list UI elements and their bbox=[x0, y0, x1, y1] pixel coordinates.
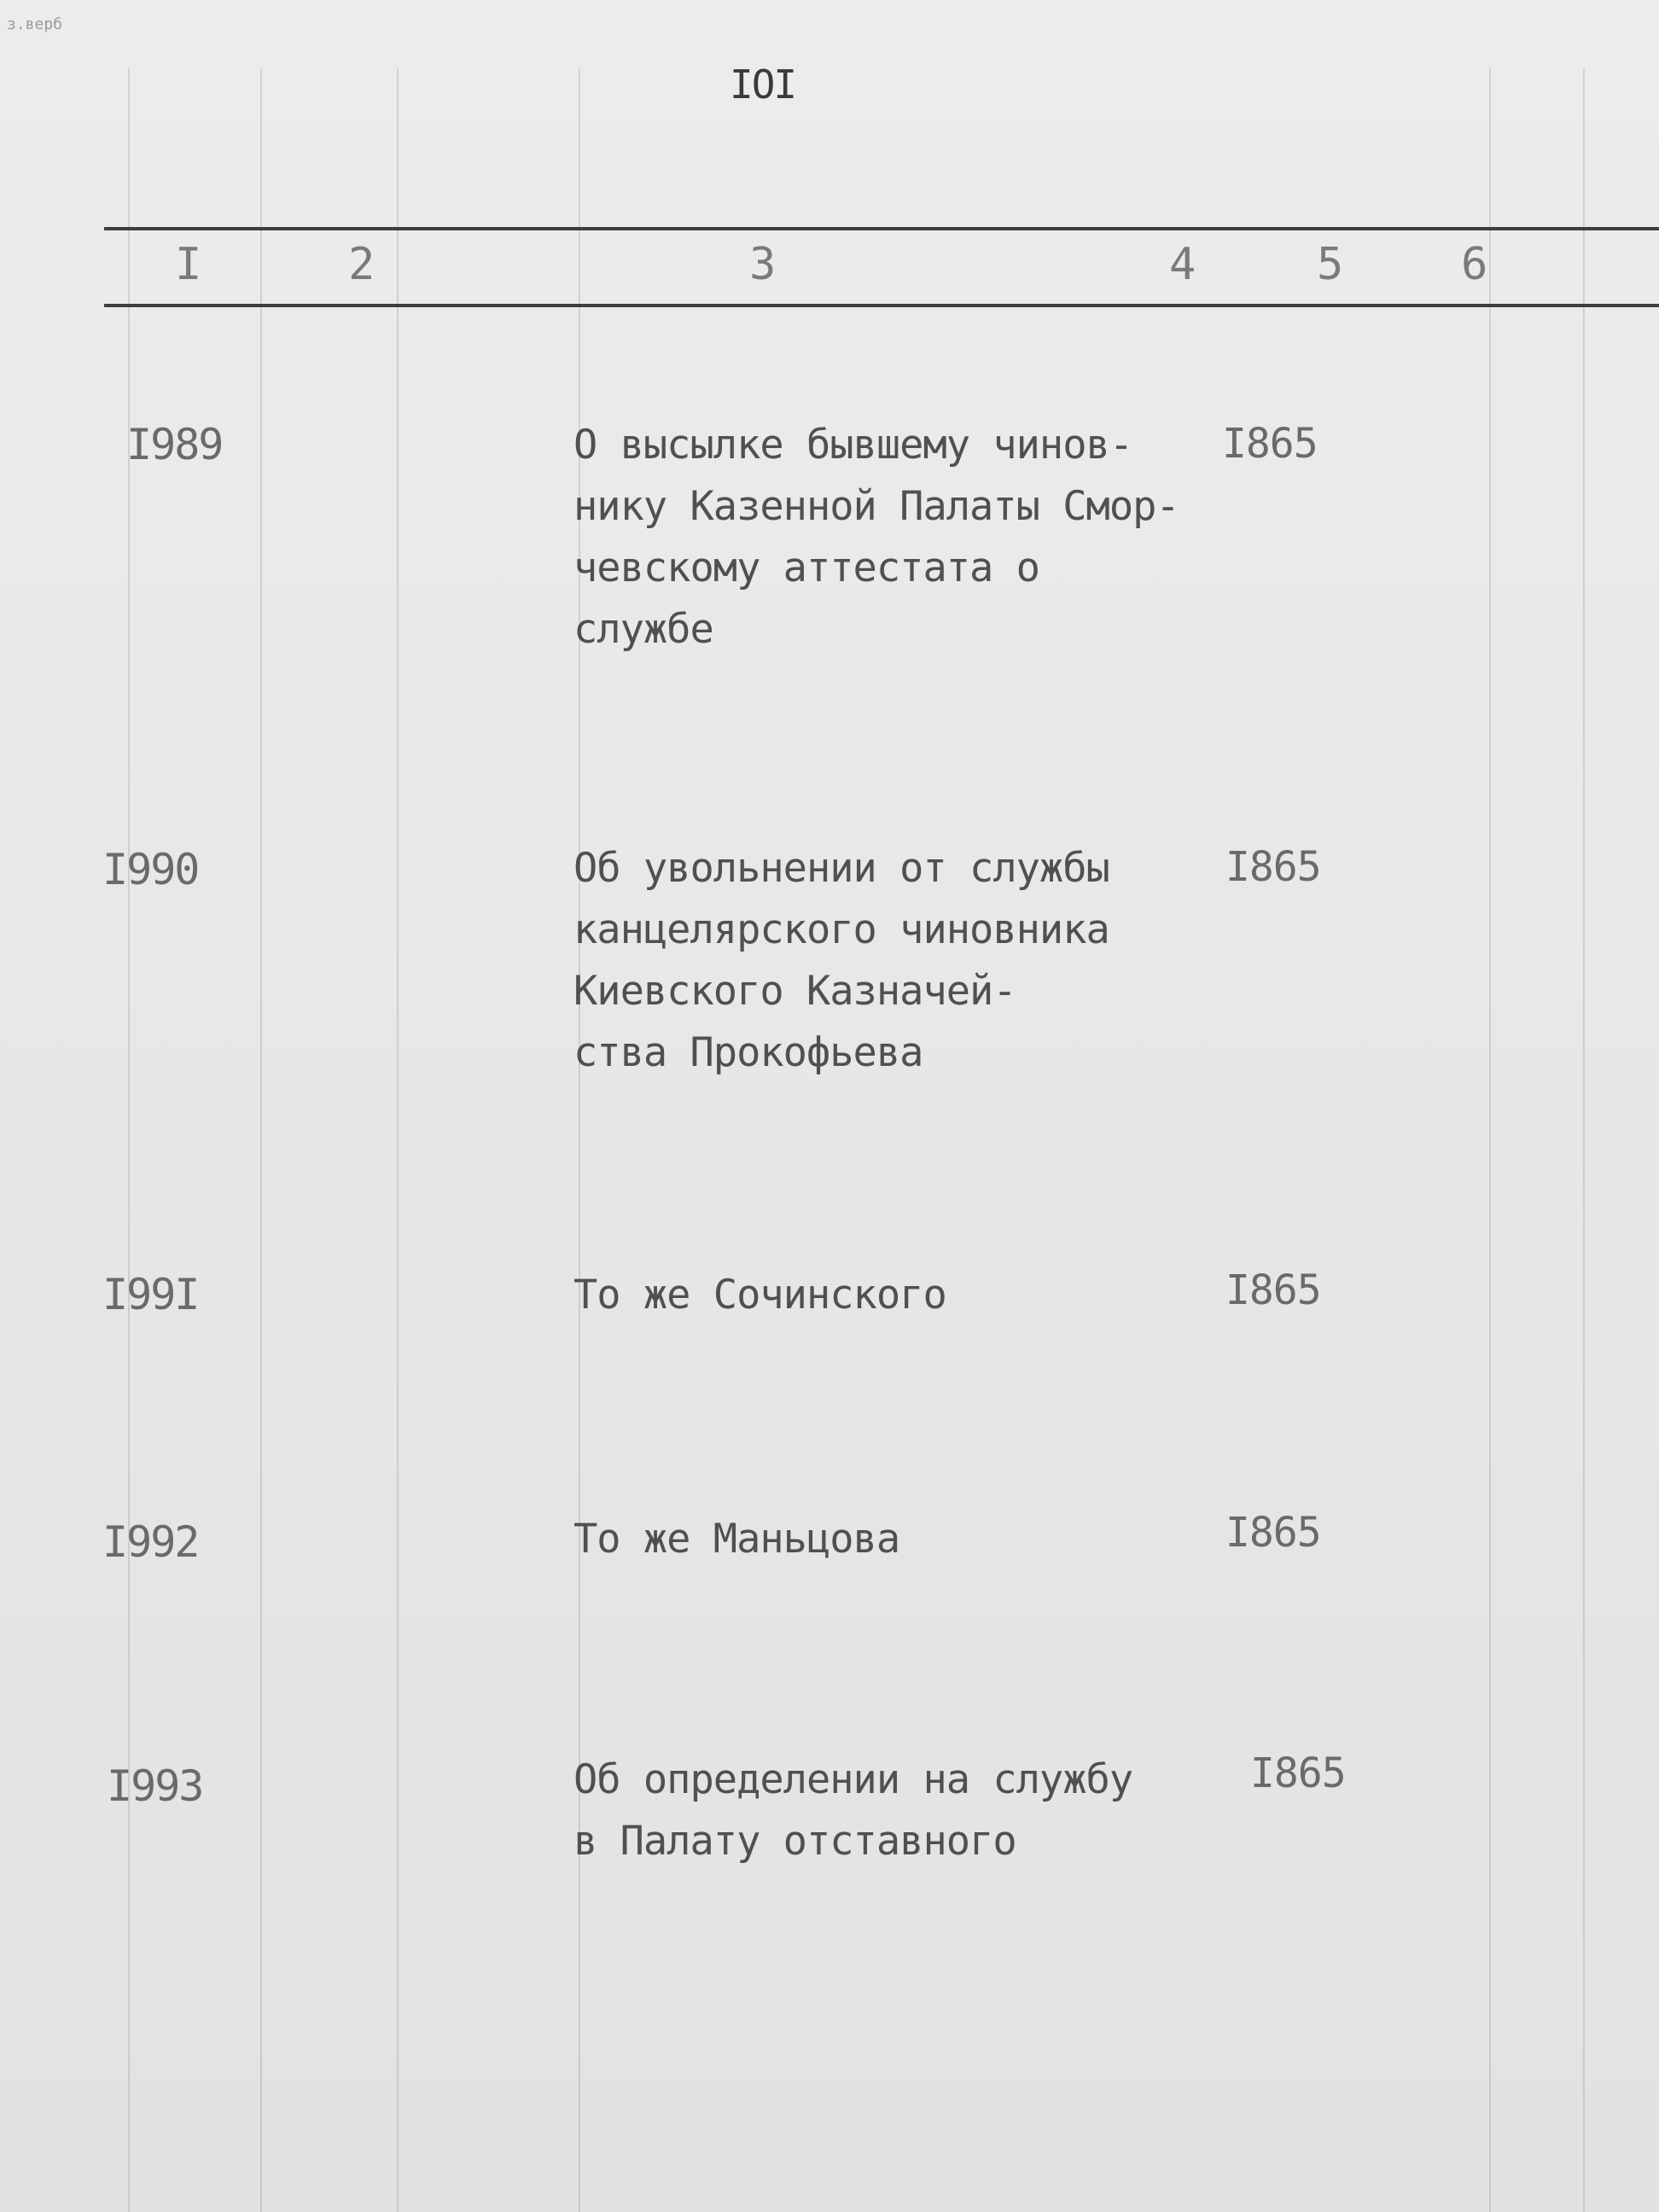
entry-year: I865 bbox=[1250, 1749, 1346, 1797]
column-rule bbox=[397, 68, 399, 2212]
entry-title-line: Об определении на службу bbox=[573, 1756, 1133, 1803]
entry-title-line: чевскому аттестата о bbox=[573, 544, 1039, 591]
entry-title-line: ства Прокофьева bbox=[573, 1029, 923, 1076]
corner-mark: з.верб bbox=[7, 15, 63, 33]
entry-title bbox=[573, 1509, 899, 1570]
entry-number: I99I bbox=[102, 1270, 199, 1319]
entry-title-line: канцелярского чиновника bbox=[573, 906, 1109, 953]
entry-title-line: О высылке бывшему чинов- bbox=[573, 422, 1133, 469]
column-number-1: I bbox=[175, 239, 202, 290]
column-number-4: 4 bbox=[1169, 239, 1196, 290]
column-number-6: 6 bbox=[1461, 239, 1488, 290]
entry-title bbox=[573, 838, 1109, 1084]
entry-title bbox=[573, 1265, 946, 1326]
column-rule bbox=[260, 68, 262, 2212]
entry-title-line: Киевского Казначей- bbox=[573, 968, 1016, 1015]
page-number: IOI bbox=[730, 61, 796, 108]
header-bottom-rule bbox=[104, 304, 1659, 307]
entry-title bbox=[573, 415, 1179, 661]
entry-year: I865 bbox=[1222, 420, 1318, 468]
entry-number: I990 bbox=[102, 845, 199, 894]
entry-number: I992 bbox=[102, 1517, 199, 1567]
column-number-3: 3 bbox=[749, 239, 777, 290]
entry-title-line: Об увольнении от службы bbox=[573, 845, 1109, 892]
entry-year: I865 bbox=[1225, 1266, 1321, 1314]
column-rule bbox=[579, 68, 580, 2212]
entry-title-line: нику Казенной Палаты Смор- bbox=[573, 483, 1179, 530]
column-number-5: 5 bbox=[1317, 239, 1344, 290]
entry-title-line: службе bbox=[573, 606, 713, 653]
entry-title bbox=[573, 1749, 1132, 1872]
column-rule bbox=[1489, 68, 1491, 2212]
entry-year: I865 bbox=[1225, 843, 1321, 891]
header-top-rule bbox=[104, 227, 1659, 230]
entry-title-line: То же Сочинского bbox=[573, 1272, 946, 1318]
entry-number: I993 bbox=[107, 1761, 203, 1811]
column-rule bbox=[1583, 68, 1585, 2212]
entry-title-line: То же Маньцова bbox=[573, 1516, 900, 1563]
entry-year: I865 bbox=[1225, 1509, 1321, 1557]
entry-number: I989 bbox=[126, 420, 223, 469]
column-rule bbox=[128, 68, 130, 2212]
column-number-2: 2 bbox=[348, 239, 375, 290]
entry-title-line: в Палату отставного bbox=[573, 1818, 1016, 1865]
